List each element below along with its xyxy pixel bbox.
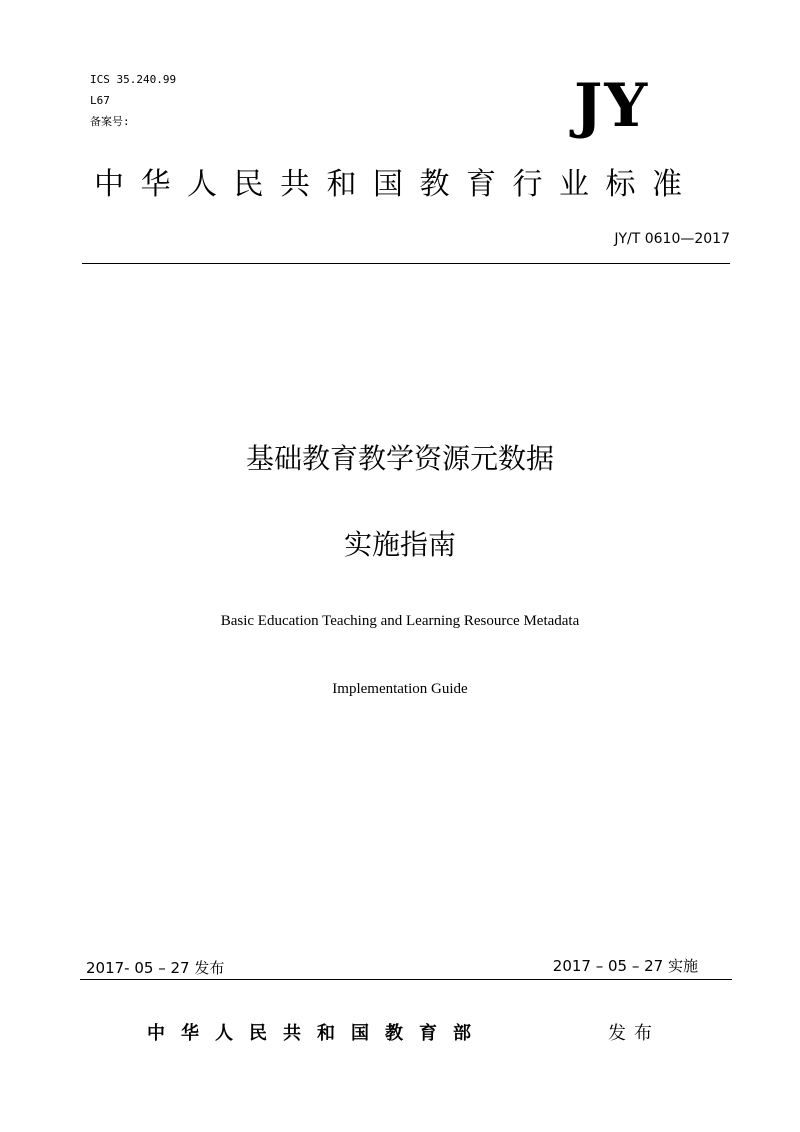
document-title-en-line2: Implementation Guide: [332, 681, 468, 697]
jy-logo: JY: [574, 71, 650, 141]
publish-label: 发布: [608, 1023, 660, 1044]
filing-number-label: 备案号:: [90, 115, 130, 128]
standard-code: JY/T 0610—2017: [614, 231, 730, 247]
document-title-cn-line2: 实施指南: [343, 528, 456, 561]
document-title-cn-line1: 基础教育教学资源元数据: [245, 442, 554, 475]
implementation-date: 2017 – 05 – 27 实施: [552, 957, 698, 975]
header-divider: [82, 263, 730, 264]
document-title-en-line1: Basic Education Teaching and Learning Resource Metadata: [220, 613, 580, 629]
publisher-name: 中华人民共和国教育部: [147, 1023, 487, 1044]
issue-date: 2017- 05 – 27 发布: [86, 959, 225, 977]
standard-category-title: 中华人民共和国教育行业标准: [94, 167, 699, 202]
clc-code: L67: [90, 94, 110, 107]
footer-divider: [80, 979, 732, 980]
ics-code: ICS 35.240.99: [90, 73, 177, 86]
